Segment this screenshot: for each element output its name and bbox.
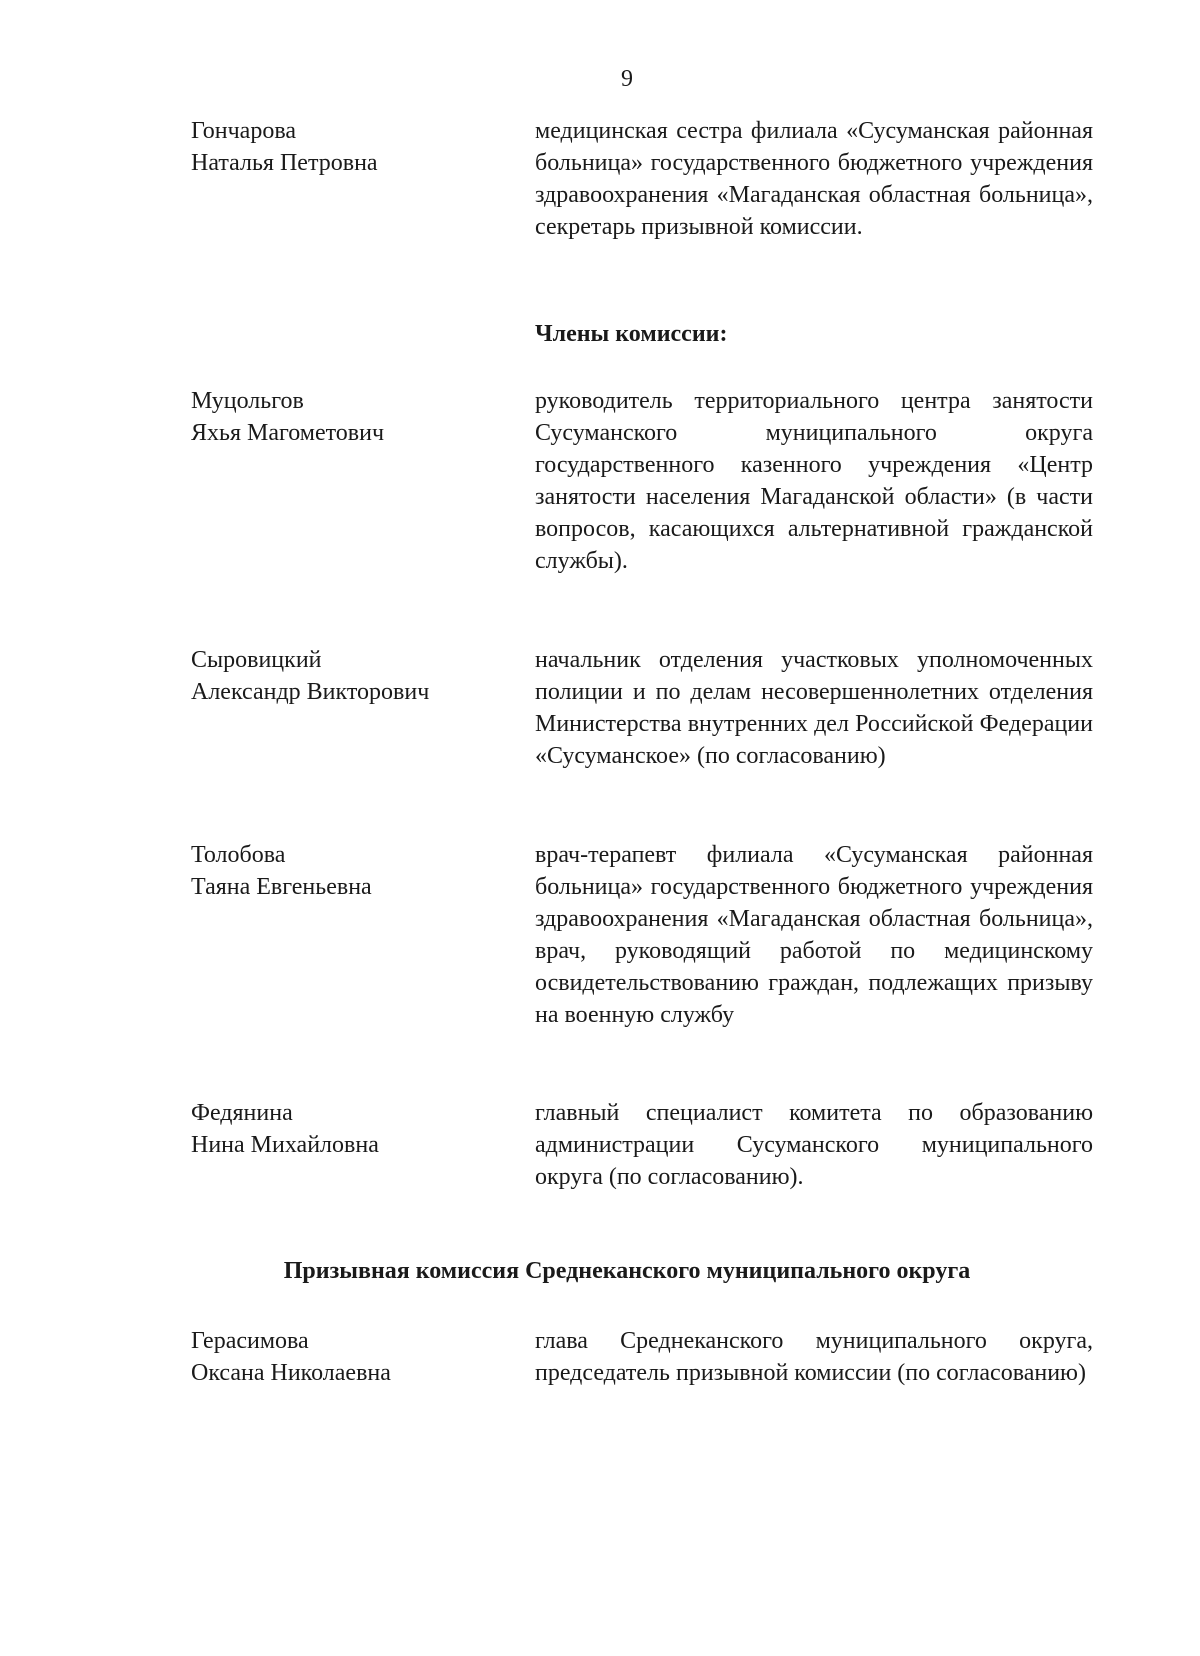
person-given-name: Яхья Магометович (191, 420, 385, 446)
person-role: глава Среднеканского муниципального округа, председатель призывной комиссии (по согласованию) (535, 1328, 1093, 1386)
person-name (191, 115, 511, 179)
person-given-name: Нина Михайловна (191, 1132, 379, 1158)
person-surname: Сыровицкий (191, 647, 322, 673)
person-surname: Герасимова (191, 1328, 309, 1354)
person-role: руководитель территориального центра занятости Сусуманского муниципального округа государственного казенного учреждения «Центр занятости населения Магаданской области» (в части вопросов, касающихся альтернативной гражданской службы). (535, 388, 1093, 574)
page-number: 9 (621, 66, 633, 92)
person-role: медицинская сестра филиала «Сусуманская районная больница» государственного бюджетного учреждения здравоохранения «Магаданская областная больница», секретарь призывной комиссии. (535, 118, 1093, 240)
person-surname: Толобова (191, 842, 286, 868)
person-role: главный специалист комитета по образованию администрации Сусуманского муниципального округа (по согласованию). (535, 1100, 1093, 1190)
person-given-name: Александр Викторович (191, 679, 430, 705)
person-name (191, 385, 511, 449)
person-surname: Федянина (191, 1100, 293, 1126)
section-heading: Призывная комиссия Среднеканского муниципального округа (283, 1258, 971, 1284)
person-name (191, 839, 511, 903)
person-given-name: Оксана Николаевна (191, 1360, 391, 1386)
members-heading: Члены комиссии: (535, 321, 728, 347)
person-name (191, 1097, 511, 1161)
person-role: врач-терапевт филиала «Сусуманская районная больница» государственного бюджетного учреждения здравоохранения «Магаданская областная больница», врач, руководящий работой по медицинскому освидетельствованию граждан, подлежащих призыву на военную службу (535, 842, 1093, 1028)
person-name (191, 644, 511, 708)
person-surname: Муцольгов (191, 388, 304, 414)
person-given-name: Таяна Евгеньевна (191, 874, 372, 900)
person-given-name: Наталья Петровна (191, 150, 378, 176)
person-role: начальник отделения участковых уполномоченных полиции и по делам несовершеннолетних отделения Министерства внутренних дел Российской Федерации «Сусуманское» (по согласованию) (535, 647, 1093, 769)
person-name (191, 1325, 511, 1389)
person-surname: Гончарова (191, 118, 296, 144)
